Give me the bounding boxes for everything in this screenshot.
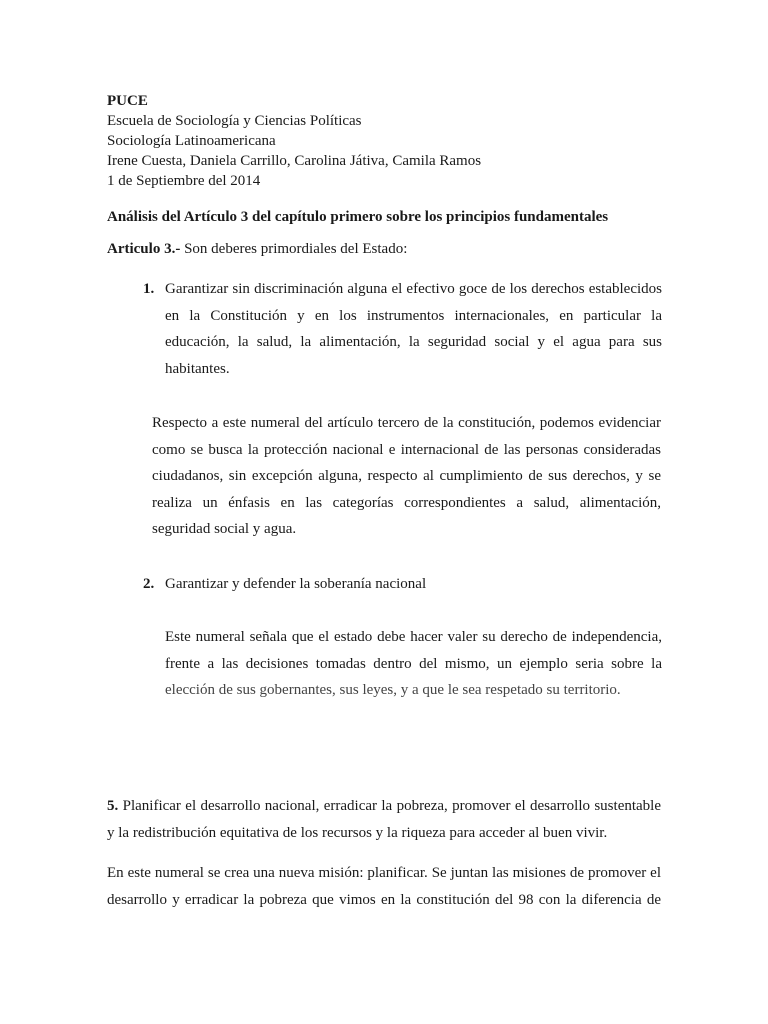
item-commentary (165, 624, 662, 704)
text-line: Respecto a este numeral del artículo tercero de la constitución, podemos evidenciar (152, 415, 661, 431)
document-date: 1 de Septiembre del 2014 (107, 173, 261, 189)
text-line: Garantizar sin discriminación alguna el efectivo goce de los derechos establecidos (165, 281, 662, 297)
item-commentary (152, 410, 661, 543)
institution-name: PUCE (107, 93, 148, 109)
text-line: educación, la salud, la alimentación, la seguridad social y el agua para sus (165, 334, 662, 350)
article-intro (107, 239, 407, 259)
document-header (107, 91, 481, 191)
article-intro-text: Son deberes primordiales del Estado: (180, 241, 408, 257)
item-text (107, 793, 661, 846)
text-line: habitantes. (165, 360, 230, 377)
item-text (165, 571, 662, 598)
item-commentary (107, 860, 661, 913)
text-line: Este numeral señala que el estado debe hacer valer su derecho de independencia, (165, 629, 662, 645)
text-line: como se busca la protección nacional e internacional de las personas consideradas (152, 441, 661, 458)
item-number: 5. (107, 798, 119, 814)
item-number: 1. (143, 281, 155, 297)
text-line: elección de sus gobernantes, sus leyes, y a que le sea respetado su territorio. (165, 682, 621, 698)
text-line: y la redistribución equitativa de los recursos y la riqueza para acceder al buen vivir. (107, 824, 608, 841)
text-line: Garantizar y defender la soberanía nacional (165, 576, 427, 592)
text-line: desarrollo y erradicar la pobreza que vimos en la constitución del 98 con la diferencia de (107, 891, 661, 908)
text-line: ciudadanos, sin excepción alguna, respecto al cumplimiento de sus derechos, y se (152, 468, 661, 484)
author-list: Irene Cuesta, Daniela Carrillo, Carolina Játiva, Camila Ramos (107, 153, 482, 169)
article-label: Articulo 3.- (107, 241, 181, 257)
text-line: en la Constitución y en los instrumentos internacionales, en particular la (165, 307, 662, 324)
document-title: Análisis del Artículo 3 del capítulo primero sobre los principios fundamentales (107, 209, 609, 225)
school-name: Escuela de Sociología y Ciencias Políticas (107, 113, 362, 129)
text-line: realiza un énfasis en las categorías correspondientes a salud, alimentación, (152, 494, 661, 511)
text-line: frente a las decisiones tomadas dentro del mismo, un ejemplo seria sobre la (165, 655, 662, 672)
course-name: Sociología Latinoamericana (107, 133, 276, 149)
item-line-text: Planificar el desarrollo nacional, erradicar la pobreza, promover el desarrollo sustentable (118, 798, 661, 814)
text-line: En este numeral se crea una nueva misión: planificar. Se juntan las misiones de promover el (107, 865, 661, 881)
item-number: 2. (143, 576, 155, 592)
text-line: seguridad social y agua. (152, 521, 297, 537)
text-line (107, 793, 661, 820)
item-text (165, 276, 662, 382)
